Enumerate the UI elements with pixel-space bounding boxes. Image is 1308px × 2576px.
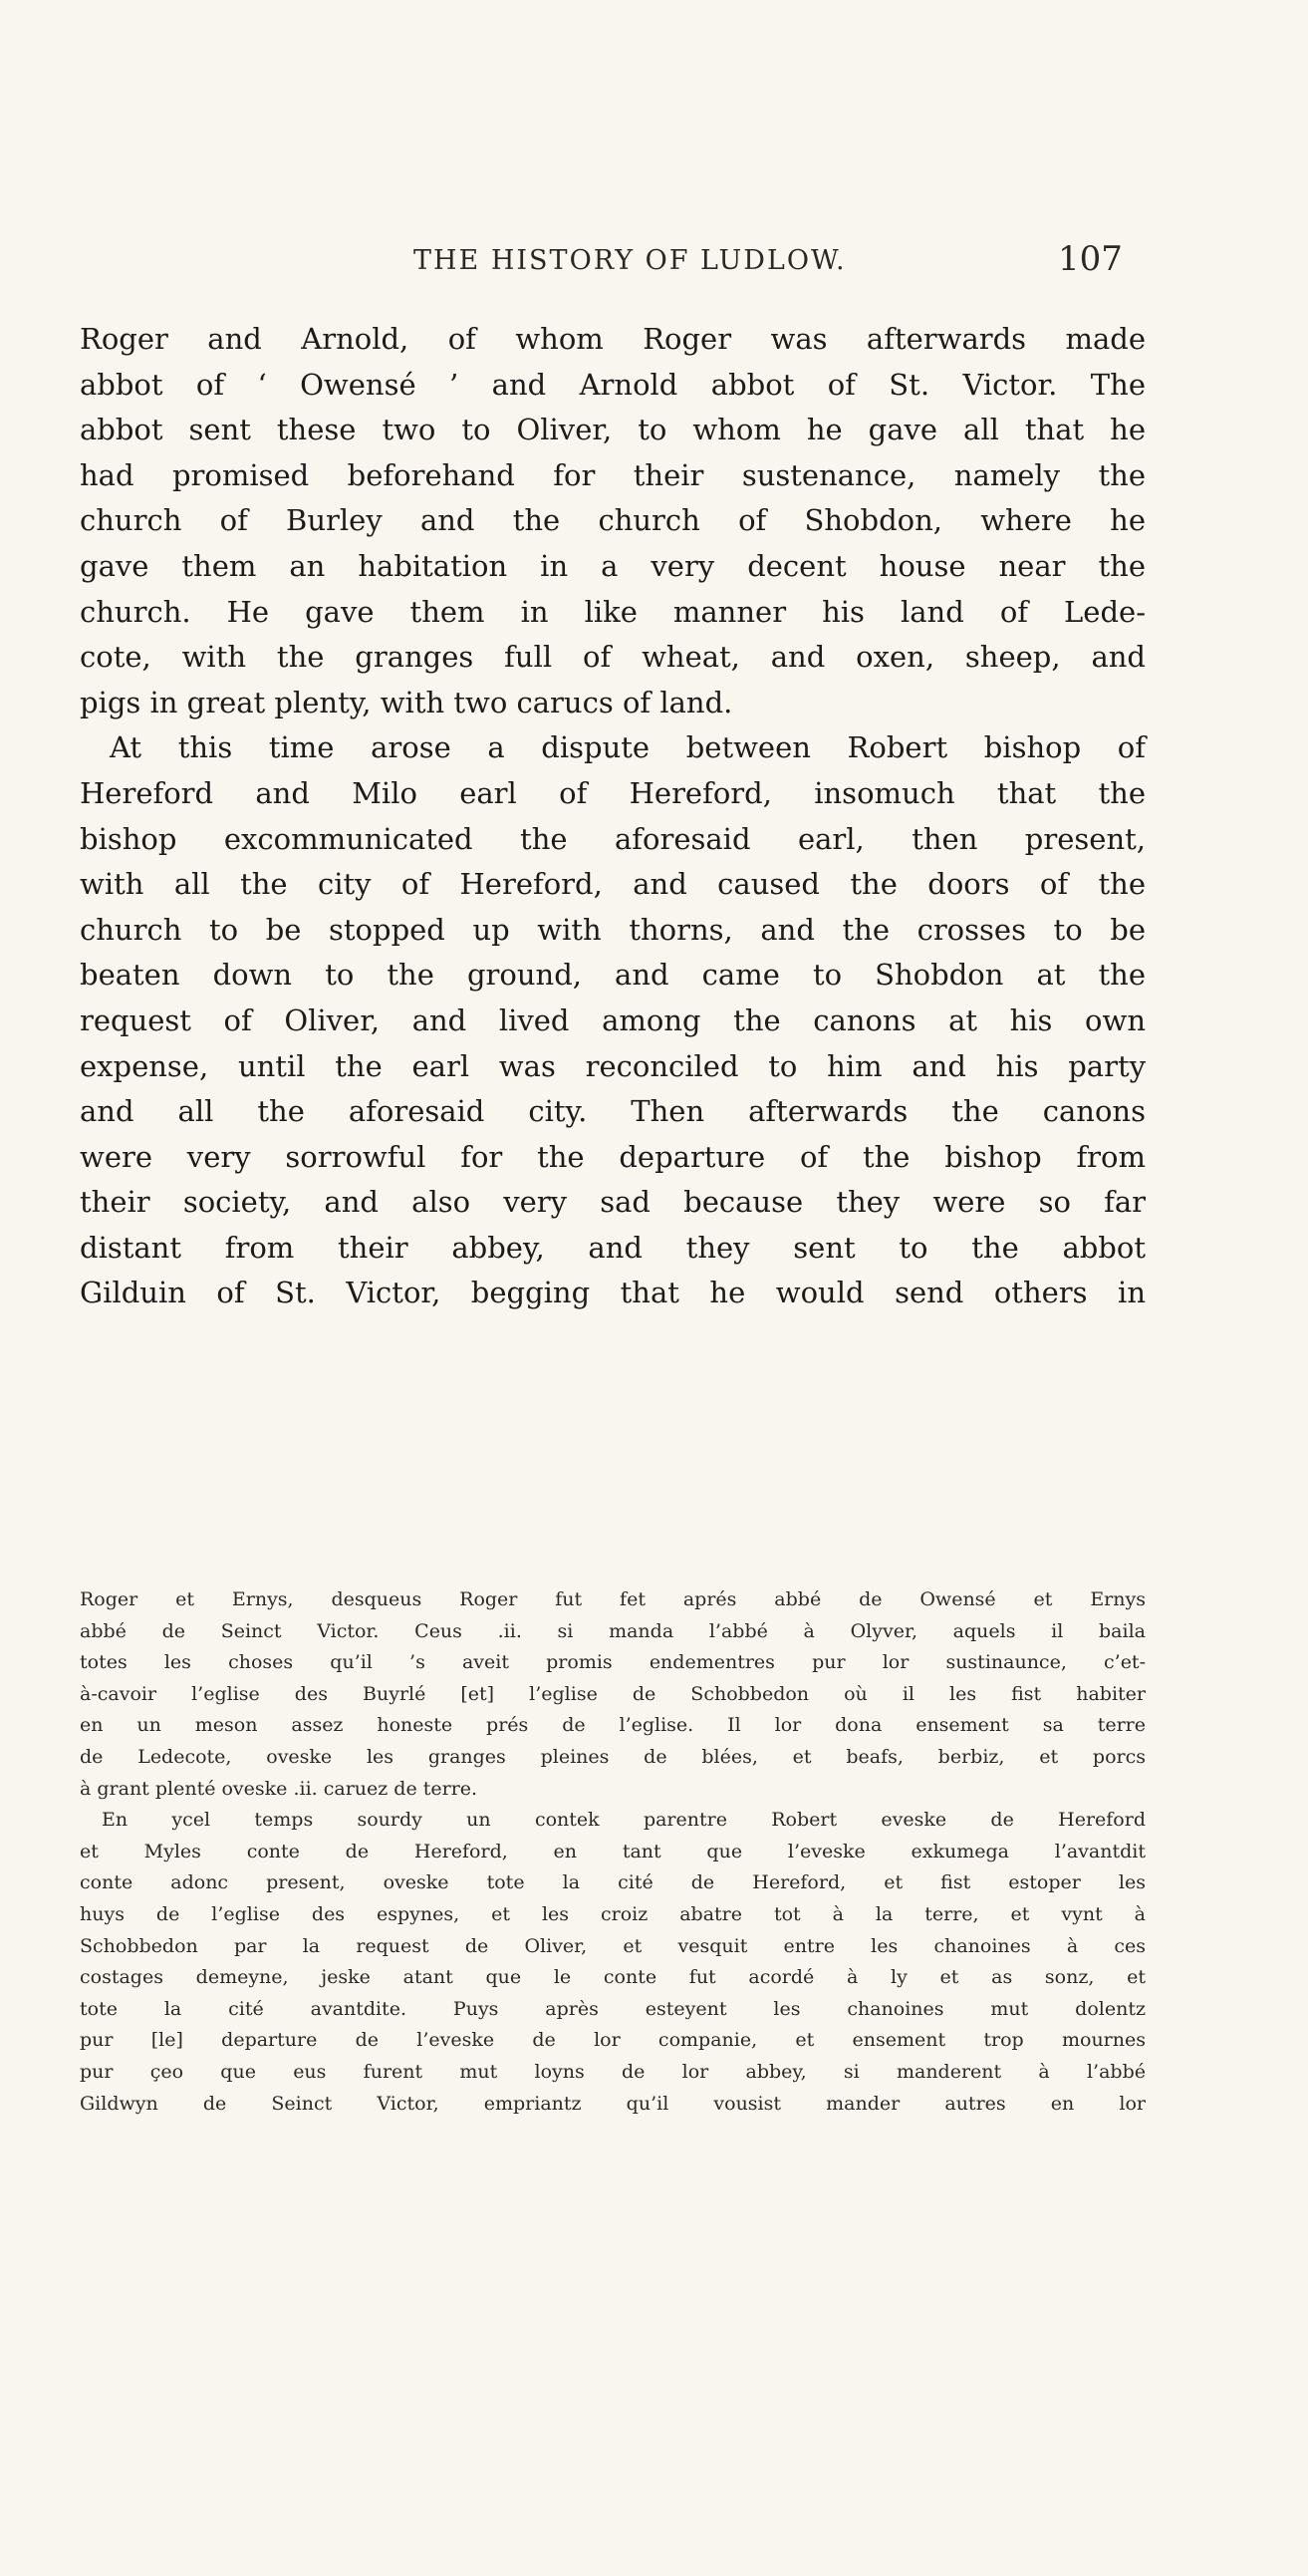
footnote-line: En ycel temps sourdy un contek parentre Robert eveske de Hereford [102, 1809, 1146, 1832]
running-head: THE HISTORY OF LUDLOW. [413, 245, 847, 276]
footnote-line: tote la cité avantdite. Puys après esteyent les chanoines mut dolentz [80, 1997, 1146, 2020]
footnote-line: pur [le] departure de l’eveske de lor companie, et ensement trop mournes [80, 2029, 1146, 2052]
footnote-line: huys de l’eglise des espynes, et les croiz abatre tot à la terre, et vynt à [80, 1902, 1146, 1925]
footnote-line: de Ledecote, oveske les granges pleines de blées, et beafs, berbiz, et porcs [80, 1745, 1146, 1768]
main-text-line: church of Burley and the church of Shobdon, where he [80, 503, 1146, 538]
main-text-line: and all the aforesaid city. Then afterwards the canons [80, 1094, 1146, 1129]
footnote-line: à-cavoir l’eglise des Buyrlé [et] l’eglise de Schobbedon où il les fist habiter [80, 1682, 1146, 1705]
footnote-line: conte adonc present, oveske tote la cité de Hereford, et fist estoper les [80, 1871, 1146, 1894]
main-text-line: Hereford and Milo earl of Hereford, insomuch that the [80, 775, 1146, 810]
main-text-line: pigs in great plenty, with two carucs of land. [80, 685, 733, 719]
main-text-line: had promised beforehand for their sustenance, namely the [80, 457, 1146, 492]
main-text-line: beaten down to the ground, and came to Shobdon at the [80, 958, 1146, 993]
main-text-line: expense, until the earl was reconciled to him and his party [80, 1048, 1146, 1083]
main-text-line: bishop excommunicated the aforesaid earl, then present, [80, 821, 1146, 856]
footnote-line: totes les choses qu’il ’s aveit promis endementres pur lor sustinaunce, c’et- [80, 1651, 1146, 1674]
main-text-line: distant from their abbey, and they sent to the abbot [80, 1230, 1146, 1265]
main-text-line: cote, with the granges full of wheat, and oxen, sheep, and [80, 640, 1146, 675]
main-text-line: abbot sent these two to Oliver, to whom he gave all that he [80, 413, 1146, 447]
main-text-line: At this time arose a dispute between Robert bishop of [110, 730, 1146, 765]
main-text-line: with all the city of Hereford, and caused the doors of the [80, 867, 1146, 902]
footnote-line: costages demeyne, jeske atant que le conte fut acordé à ly et as sonz, et [80, 1966, 1146, 1989]
main-text-line: church. He gave them in like manner his land of Lede- [80, 594, 1146, 629]
footnote-line: pur çeo que eus furent mut loyns de lor abbey, si manderent à l’abbé [80, 2060, 1146, 2083]
footnote-line: Gildwyn de Seinct Victor, empriantz qu’il vousist mander autres en lor [80, 2092, 1146, 2115]
footnote-line: Schobbedon par la request de Oliver, et vesquit entre les chanoines à ces [80, 1934, 1146, 1957]
footnote-line: abbé de Seinct Victor. Ceus .ii. si manda l’abbé à Olyver, aquels il baila [80, 1619, 1146, 1642]
main-text-line: Roger and Arnold, of whom Roger was afterwards made [80, 322, 1146, 356]
main-text-line: were very sorrowful for the departure of the bishop from [80, 1139, 1146, 1174]
footnote-line: en un meson assez honeste prés de l’eglise. Il lor dona ensement sa terre [80, 1714, 1146, 1737]
main-text-line: their society, and also very sad because they were so far [80, 1185, 1146, 1220]
main-text-line: request of Oliver, and lived among the canons at his own [80, 1002, 1146, 1037]
main-text [80, 317, 1146, 1316]
page-number: 107 [1058, 239, 1123, 279]
main-text-line: gave them an habitation in a very decent house near the [80, 548, 1146, 583]
footnote-text [80, 1584, 1146, 2120]
footnote-line: Roger et Ernys, desqueus Roger fut fet aprés abbé de Owensé et Ernys [80, 1588, 1146, 1610]
footnote-line: et Myles conte de Hereford, en tant que l’eveske exkumega l’avantdit [80, 1840, 1146, 1862]
main-text-line: abbot of ‘ Owensé ’ and Arnold abbot of St. Victor. The [80, 367, 1146, 402]
footnote-line: à grant plenté oveske .ii. caruez de terre. [80, 1777, 478, 1800]
main-text-line: church to be stopped up with thorns, and the crosses to be [80, 912, 1146, 947]
main-text-line: Gilduin of St. Victor, begging that he would send others in [80, 1276, 1146, 1310]
